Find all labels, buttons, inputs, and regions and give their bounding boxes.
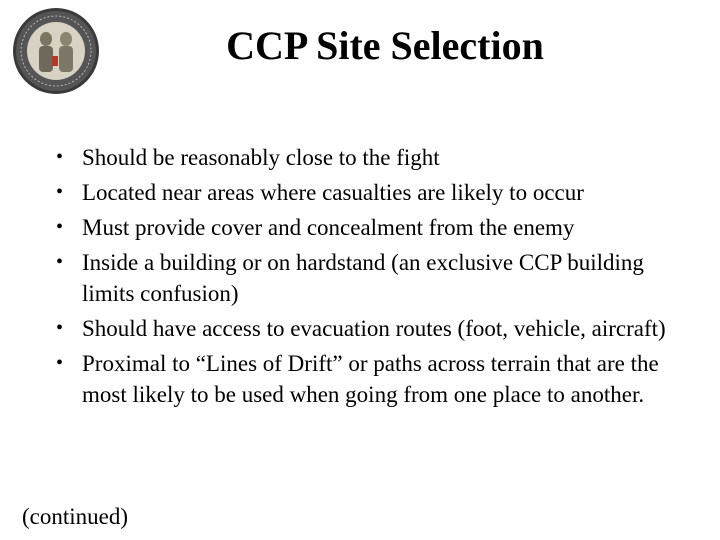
bullet-item — [50, 348, 690, 410]
bullet-text: Should be reasonably close to the fight — [82, 145, 440, 170]
bullet-item — [50, 247, 690, 309]
bullet-text: Proximal to “Lines of Drift” or paths across terrain that are the most likely to be used when going from one place to another. — [82, 351, 659, 407]
bullet-icon: • — [56, 251, 64, 273]
slide-title: CCP Site Selection — [226, 23, 544, 68]
bullet-list — [50, 142, 690, 414]
bullet-item — [50, 142, 690, 173]
bullet-text: Inside a building or on hardstand (an exclusive CCP building limits confusion) — [82, 250, 644, 306]
bullet-item — [50, 313, 690, 344]
bullet-text: Must provide cover and concealment from the enemy — [82, 215, 575, 240]
bullet-item — [50, 177, 690, 208]
continued-note: (continued) — [22, 504, 129, 529]
bullet-icon: • — [56, 317, 64, 339]
bullet-text: Should have access to evacuation routes (foot, vehicle, aircraft) — [82, 316, 666, 341]
bullet-icon: • — [56, 181, 64, 203]
bullet-item — [50, 212, 690, 243]
bullet-text: Located near areas where casualties are likely to occur — [82, 180, 584, 205]
bullet-icon: • — [56, 146, 64, 168]
course-logo — [6, 6, 106, 96]
tccc-seal-icon — [6, 6, 106, 96]
bullet-icon: • — [56, 216, 64, 238]
bullet-icon: • — [56, 352, 64, 374]
